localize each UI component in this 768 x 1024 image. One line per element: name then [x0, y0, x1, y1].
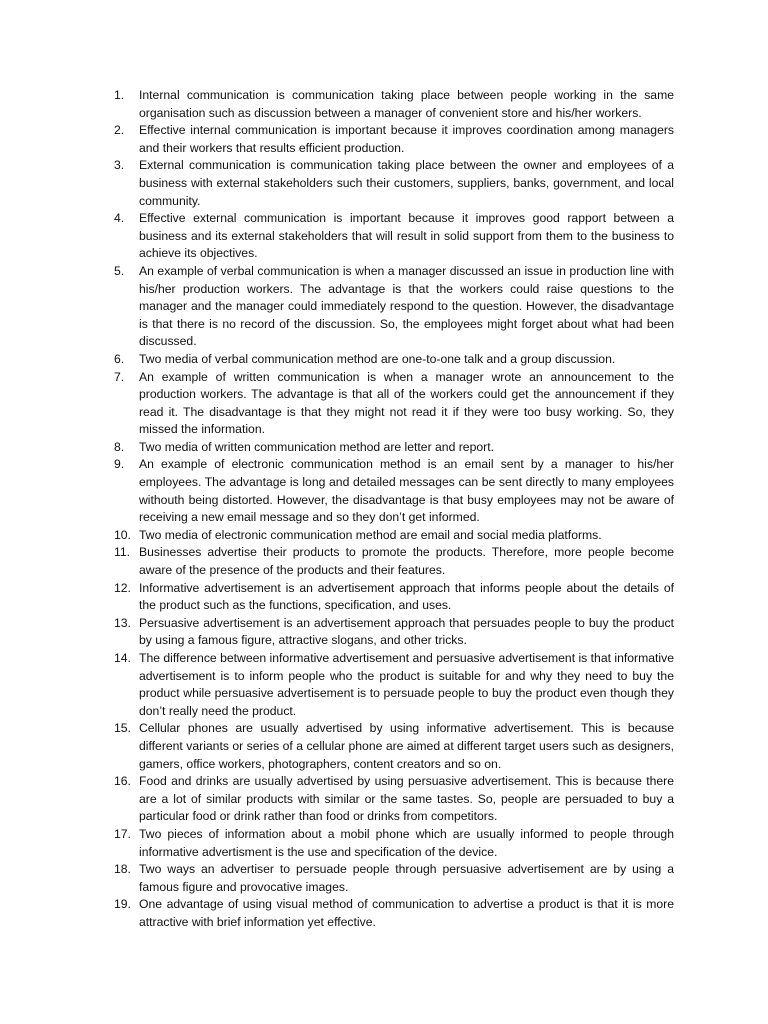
item-text: An example of written communication is when a manager wrote an announcement to the production workers. The advantage is that all of the workers could get the announcement if they read it. The disadvantage is that they might not read it if they were too busy working. So, they missed the information. — [139, 369, 674, 437]
list-item — [114, 122, 674, 157]
answer-list — [114, 87, 674, 932]
item-text: Businesses advertise their products to promote the products. Therefore, more people become aware of the presence of the products and their features. — [139, 545, 674, 578]
item-text: Effective external communication is important because it improves good rapport between a business and its external stakeholders that will result in solid support from them to the business to achieve its objectives. — [139, 211, 674, 261]
list-item — [114, 369, 674, 439]
list-item — [114, 351, 674, 369]
list-item — [114, 157, 674, 210]
item-text: Cellular phones are usually advertised by using informative advertisement. This is because different variants or series of a cellular phone are aimed at different target users such as designers, gamers, office workers, photographers, content creators and so on. — [139, 721, 674, 771]
item-text: Two media of written communication method are letter and report. — [139, 439, 494, 454]
item-number: 12. — [114, 580, 131, 595]
list-item — [114, 87, 674, 122]
item-number: 1. — [114, 88, 125, 102]
item-number: 18. — [114, 862, 131, 877]
item-text: An example of verbal communication is when a manager discussed an issue in production line with his/her production workers. The advantage is that the workers could raise questions to the manager and the manager could immediately respond to the question. However, the disadvantage is that there is no record of the discussion. So, the employees might forget about what had been discussed. — [139, 263, 674, 349]
item-number: 19. — [114, 897, 131, 912]
item-text: External communication is communication taking place between the owner and employees of a business with external stakeholders such their customers, suppliers, banks, government, and local community. — [139, 158, 674, 208]
list-item — [114, 210, 674, 263]
item-number: 6. — [114, 351, 125, 366]
list-item — [114, 615, 674, 650]
list-item — [114, 826, 674, 861]
item-text: An example of electronic communication method is an email sent by a manager to his/her employees. The advantage is long and detailed messages can be sent directly to many employees withouth being distorted. However, the disadvantage is that busy employees may not be aware of receiving a new email message and so they don’t get informed. — [139, 457, 674, 525]
item-number: 16. — [114, 774, 131, 789]
item-number: 8. — [114, 439, 125, 454]
item-number: 9. — [114, 457, 125, 472]
item-text: One advantage of using visual method of communication to advertise a product is that it is more attractive with brief information yet effective. — [139, 897, 674, 929]
item-text: Two media of electronic communication method are email and social media platforms. — [139, 527, 602, 542]
list-item — [114, 456, 674, 526]
item-number: 14. — [114, 651, 131, 665]
list-item — [114, 263, 674, 351]
item-text: Two media of verbal communication method are one-to-one talk and a group discussion. — [139, 351, 616, 366]
item-text: Persuasive advertisement is an advertisement approach that persuades people to buy the product by using a famous figure, attractive slogans, and other tricks. — [139, 615, 674, 648]
item-text: Food and drinks are usually advertised by using persuasive advertisement. This is because there are a lot of similar products with similar or the same tastes. So, people are persuaded to buy a particular food or drink rather than food or drinks from competitors. — [139, 774, 674, 824]
item-number: 13. — [114, 615, 131, 630]
item-number: 17. — [114, 826, 131, 841]
list-item — [114, 650, 674, 720]
list-item — [114, 773, 674, 826]
item-number: 4. — [114, 211, 125, 226]
item-number: 3. — [114, 158, 125, 173]
list-item — [114, 580, 674, 615]
list-item — [114, 861, 674, 896]
item-text: Internal communication is communication taking place between people working in the same organisation such as discussion between a manager of convenient store and his/her workers. — [139, 88, 674, 120]
item-number: 11. — [114, 545, 131, 560]
item-number: 7. — [114, 369, 125, 384]
item-text: Two pieces of information about a mobil phone which are usually informed to people through informative advertisment is the use and specification of the device. — [139, 826, 674, 859]
list-item — [114, 544, 674, 579]
item-text: Two ways an advertiser to persuade people through persuasive advertisement are by using a famous figure and provocative images. — [139, 862, 674, 894]
list-item — [114, 720, 674, 773]
item-text: Informative advertisement is an advertisement approach that informs people about the details of the product such as the functions, specification, and uses. — [139, 580, 674, 613]
item-number: 2. — [114, 123, 125, 138]
item-number: 10. — [114, 527, 131, 542]
list-item — [114, 527, 674, 545]
item-number: 15. — [114, 721, 131, 736]
list-item — [114, 896, 674, 931]
list-item — [114, 439, 674, 457]
item-text: The difference between informative advertisement and persuasive advertisement is that informative advertisement is to inform people who the product is suitable for and why they need to buy the product while persuasive advertisement is to persuade people to buy the product even though they don’t really need the product. — [139, 651, 674, 718]
item-text: Effective internal communication is important because it improves coordination among managers and their workers that results efficient production. — [139, 123, 674, 155]
item-number: 5. — [114, 263, 125, 278]
